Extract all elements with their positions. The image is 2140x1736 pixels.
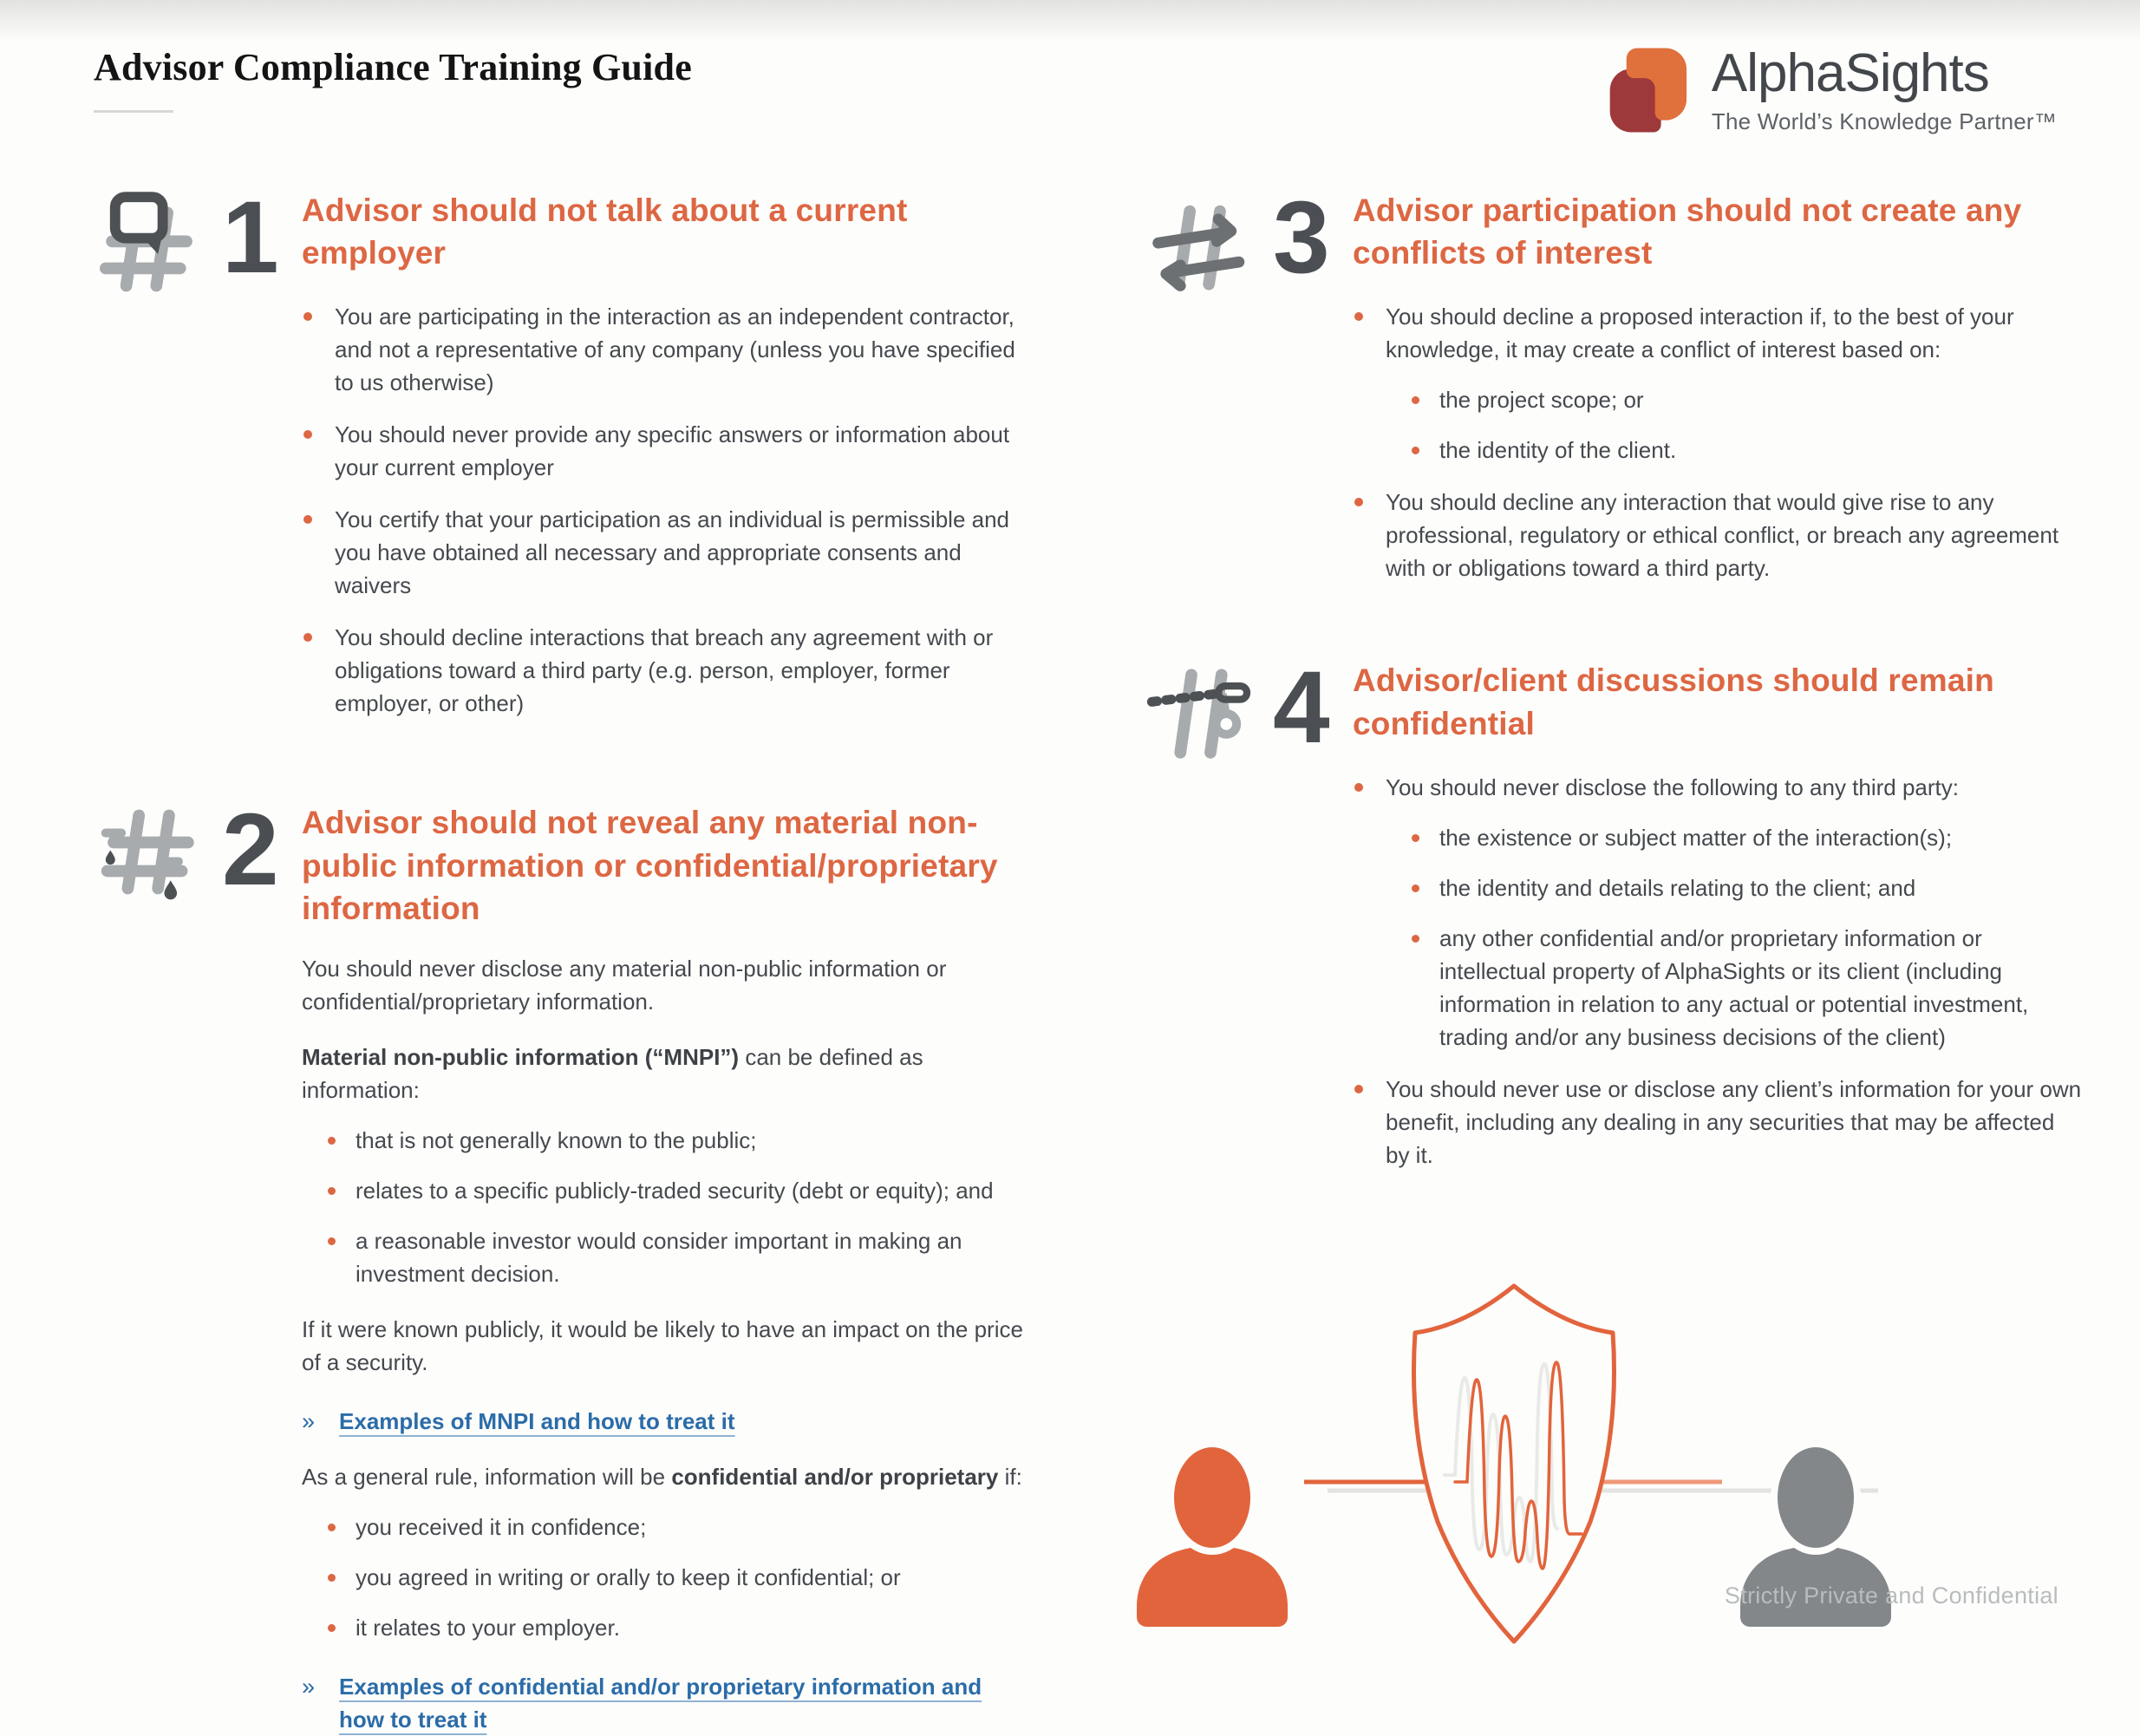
section-heading: Advisor participation should not create any conflicts of interest bbox=[1353, 193, 2022, 271]
section-1-badge bbox=[87, 180, 302, 300]
bullet-item: You are participating in the interaction as an independent contractor, and not a representative of any company (unless you have specified to us otherwise) bbox=[302, 300, 1032, 399]
section-heading: Advisor/client discussions should remain confidential bbox=[1353, 662, 1994, 741]
bullet-item: any other confidential and/or proprietary information or intellectual property of AlphaSights or its client (including information in relation to any actual or potential investment, trading and/or any business decisions of the client) bbox=[1410, 922, 2085, 1054]
bullet-item: You should never provide any specific answers or information about your current employer bbox=[302, 418, 1032, 484]
bullet-item: the project scope; or bbox=[1410, 383, 2085, 416]
sub-bullet-list bbox=[1410, 821, 2085, 1054]
bullet-item: You should decline any interaction that would give rise to any professional, regulatory or ethical conflict, or breach any agreement with or obligations toward a third party. bbox=[1353, 486, 2085, 584]
section-4-body bbox=[1353, 659, 2085, 1190]
link-row bbox=[302, 1405, 1032, 1438]
paragraph: If it were known publicly, it would be likely to have an impact on the price of a security. bbox=[302, 1316, 1023, 1376]
section-1 bbox=[87, 180, 1032, 739]
hash-arrows-icon bbox=[1138, 189, 1264, 300]
sub-bullet-list bbox=[326, 1124, 1032, 1290]
bold-term: Material non-public information (“MNPI”) bbox=[302, 1044, 740, 1071]
hash-leak-icon bbox=[87, 801, 213, 912]
section-2-body bbox=[302, 801, 1032, 1736]
bullet-item: a reasonable investor would consider important in making an investment decision. bbox=[326, 1224, 1032, 1290]
logo bbox=[1602, 45, 2057, 135]
section-3 bbox=[1138, 180, 2085, 604]
section-1-body bbox=[302, 189, 1032, 739]
logo-tagline: The World’s Knowledge Partner™ bbox=[1711, 108, 2057, 135]
link-marker: » bbox=[302, 1674, 316, 1700]
advisor-person-icon bbox=[1137, 1444, 1288, 1627]
bold-term: confidential and/or proprietary bbox=[671, 1464, 999, 1491]
bullet-item: the identity and details relating to the client; and bbox=[1410, 871, 2085, 904]
bullet-item: relates to a specific publicly-traded security (debt or equity); and bbox=[326, 1174, 1032, 1207]
sub-bullet-list bbox=[326, 1511, 1032, 1644]
bullet-item: You certify that your participation as an individual is permissible and you have obtained all necessary and appropriate consents and waivers bbox=[302, 503, 1032, 602]
bullet-item: that is not generally known to the public; bbox=[326, 1124, 1032, 1157]
section-4-badge bbox=[1138, 650, 1353, 770]
shield-icon bbox=[1413, 1286, 1614, 1641]
title-block bbox=[94, 45, 692, 113]
confidentiality-footer: Strictly Private and Confidential bbox=[1724, 1583, 2058, 1609]
bullet-item: You should decline a proposed interaction if, to the best of your knowledge, it may create a conflict of interest based on: the project scope; or the identity of the client. bbox=[1353, 300, 2085, 467]
left-column bbox=[87, 180, 1032, 1736]
paragraph: Material non-public information (“MNPI”) can be defined as information: bbox=[302, 1044, 923, 1104]
bullet-list bbox=[1353, 300, 2085, 584]
bullet-item: the existence or subject matter of the interaction(s); bbox=[1410, 821, 2085, 854]
section-number: 4 bbox=[1273, 650, 1328, 766]
paragraph: As a general rule, information will be confidential and/or proprietary if: bbox=[302, 1464, 1022, 1491]
section-number: 1 bbox=[222, 180, 277, 295]
link-marker: » bbox=[302, 1408, 316, 1435]
logo-text bbox=[1712, 45, 2057, 135]
page-title: Advisor Compliance Training Guide bbox=[94, 46, 692, 88]
bullet-list bbox=[302, 300, 1032, 720]
section-3-body bbox=[1353, 189, 2085, 604]
hash-speech-bubble-icon bbox=[87, 189, 213, 300]
section-heading: Advisor should not talk about a current employer bbox=[302, 193, 908, 271]
header bbox=[94, 45, 2057, 135]
bullet-item: you received it in confidence; bbox=[326, 1511, 1032, 1543]
title-underline bbox=[94, 110, 173, 113]
paragraph: You should never disclose any material non-public information or confidential/proprietary information. bbox=[302, 956, 947, 1015]
bullet-item: the identity of the client. bbox=[1410, 434, 2085, 467]
section-number: 3 bbox=[1273, 180, 1328, 295]
confidential-examples-link[interactable]: Examples of confidential and/or proprietary information and how to treat it bbox=[339, 1674, 982, 1733]
section-2-badge bbox=[87, 793, 302, 912]
mnpi-examples-link[interactable]: Examples of MNPI and how to treat it bbox=[339, 1408, 735, 1435]
bullet-item: You should never disclose the following to any third party: the existence or subject matter of the interaction(s); the identity and details relating to the client; and any other confidential and/or proprietary information or intellectual property of AlphaSights or its client (including information in relation to any actual or potential investment, trading and/or any business decisions of the client) bbox=[1353, 771, 2085, 1054]
bullet-list bbox=[1353, 771, 2085, 1171]
alphasights-logo-icon bbox=[1602, 45, 1693, 135]
logo-name: AlphaSights bbox=[1711, 43, 1989, 103]
hash-zipper-icon bbox=[1138, 659, 1264, 770]
bullet-item: you agreed in writing or orally to keep it confidential; or bbox=[326, 1561, 1032, 1594]
sub-bullet-list bbox=[1410, 383, 2085, 467]
link-row bbox=[302, 1670, 1032, 1736]
section-heading: Advisor should not reveal any material non-public information or confidential/proprietary information bbox=[302, 805, 998, 926]
section-4 bbox=[1138, 650, 2085, 1190]
bullet-item: it relates to your employer. bbox=[326, 1611, 1032, 1644]
bullet-item: You should never use or disclose any client’s information for your own benefit, including any dealing in any securities that may be affected by it. bbox=[1353, 1073, 2085, 1171]
section-3-badge bbox=[1138, 180, 1353, 300]
section-number: 2 bbox=[222, 793, 277, 908]
right-column bbox=[1138, 180, 2085, 1655]
top-gradient bbox=[0, 0, 2140, 42]
bullet-item: You should decline interactions that breach any agreement with or obligations toward a third party (e.g. person, employer, former employer, or other) bbox=[302, 621, 1032, 720]
section-2 bbox=[87, 793, 1032, 1736]
